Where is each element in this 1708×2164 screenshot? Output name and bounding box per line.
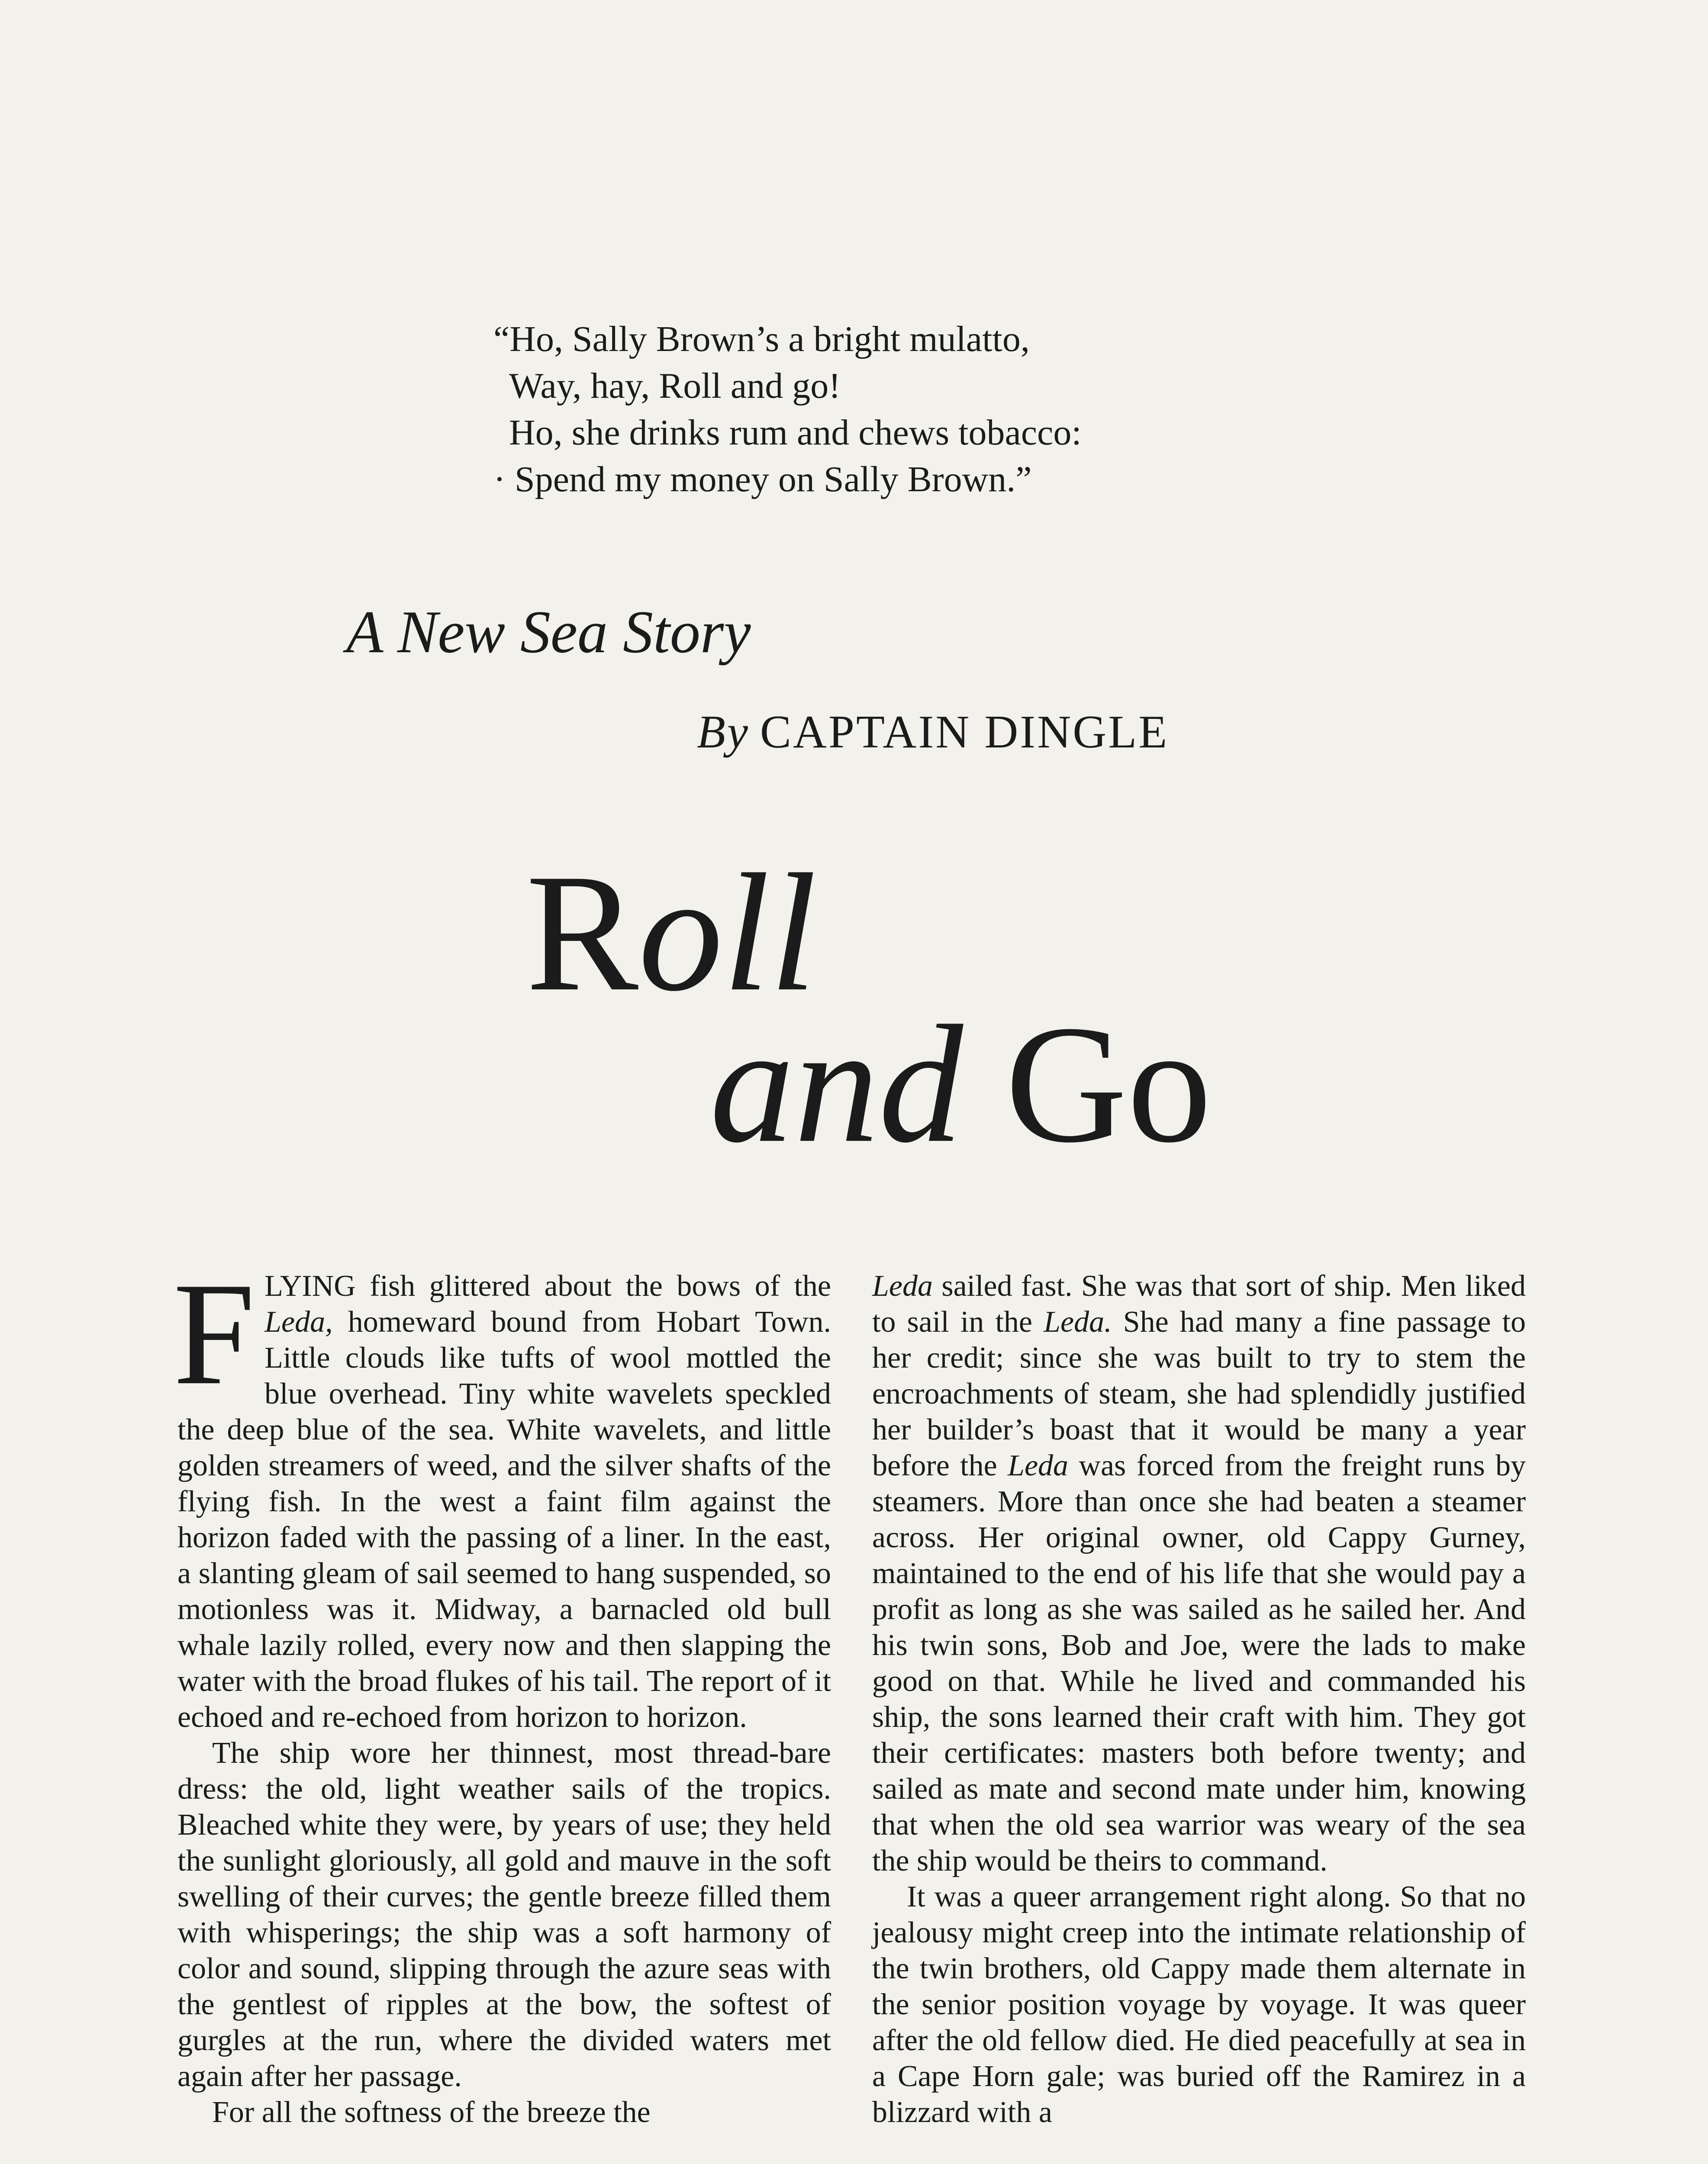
- byline-by: By: [697, 706, 750, 758]
- paragraph: The ship wore her thinnest, most thread-bare dress: the old, light weather sails of the tropics. Bleached white they were, by years of use; they held the sunlight gloriously, all gold and mauve in the soft swelling of their curves; the gentle breeze filled them with whisperings; the ship was a soft harmony of color and sound, slipping through the azure seas with the gentlest of ripples at the bow, the softest of gurgles at the run, where the divided waters met again after her passage.: [177, 1736, 831, 2093]
- paragraph: [173, 1252, 831, 1735]
- paragraph: It was a queer arrangement right along. So that no jealousy might creep into the intimate relationship of the twin brothers, old Cappy made them alternate in the senior position voyage by voyage. It was queer after the old fellow died. He died peacefully at sea in a Cape Horn gale; was buried off the Ramirez in a blizzard with a: [872, 1880, 1526, 2129]
- paragraph-text: sailed fast. She was that sort of ship. Men liked to sail in the: [872, 1269, 1526, 1339]
- ship-name: Leda,: [264, 1305, 333, 1339]
- title-word: Go: [963, 991, 1212, 1178]
- title-word: oll: [638, 839, 817, 1026]
- paragraph: [872, 1268, 1526, 1879]
- ship-name: Leda: [872, 1269, 933, 1303]
- article-column-right: [872, 1268, 1526, 2130]
- paragraph-text: LYING fish glittered about the bows of the: [264, 1269, 831, 1303]
- title-letter: R: [526, 839, 639, 1026]
- story-subtitle: A New Sea Story: [346, 599, 751, 666]
- byline: [697, 705, 1169, 759]
- paragraph-text: was forced from the freight runs by steamers. More than once she had beaten a steamer across. Her original owner, old Cappy Gurney, maintained to the end of his life that she would pay a profit as long as she was sailed as he sailed her. And his twin sons, Bob and Joe, were the lads to make good on that. While he lived and commanded his ship, the sons learned their craft with him. They got their certificates: masters both before twenty; and sailed as mate and second mate under him, knowing that when the old sea warrior was weary of the sea the ship would be theirs to command.: [872, 1449, 1526, 1877]
- title-word: and: [710, 991, 963, 1178]
- ship-name: Leda: [1008, 1449, 1069, 1482]
- epigraph-verse: [493, 316, 1316, 503]
- epigraph-line: · Spend my money on Sally Brown.”: [493, 459, 1032, 499]
- epigraph-line: “Ho, Sally Brown’s a bright mulatto,: [493, 319, 1030, 359]
- story-title-line-2: [710, 991, 1212, 1178]
- ship-name: Leda.: [1044, 1305, 1112, 1339]
- drop-cap: F: [173, 1252, 255, 1415]
- paragraph-text: homeward bound from Hobart Town. Little clouds like tufts of wool mottled the blue overhead. Tiny white wavelets speckled the deep blue of the sea. White wavelets, and little golden streamers of weed, and the silver shafts of the flying fish. In the west a faint film against the horizon faded with the passing of a liner. In the east, a slanting gleam of sail seemed to hang suspended, so motionless was it. Midway, a barnacled old bull whale lazily rolled, every now and then slapping the water with the broad flukes of his tail. The report of it echoed and re-echoed from horizon to horizon.: [177, 1305, 831, 1734]
- article-column-left: [173, 1252, 831, 2130]
- epigraph-line: Way, hay, Roll and go!: [509, 366, 841, 406]
- paragraph-text: She had many a fine passage to her credit; since she was built to try to stem the encroachments of steam, she had splendidly justified her builder’s boast that it would be many a year before the: [872, 1305, 1526, 1482]
- epigraph-line: Ho, she drinks rum and chews tobacco:: [509, 412, 1082, 453]
- byline-author: CAPTAIN DINGLE: [760, 706, 1169, 758]
- paragraph: For all the softness of the breeze the: [212, 2096, 651, 2129]
